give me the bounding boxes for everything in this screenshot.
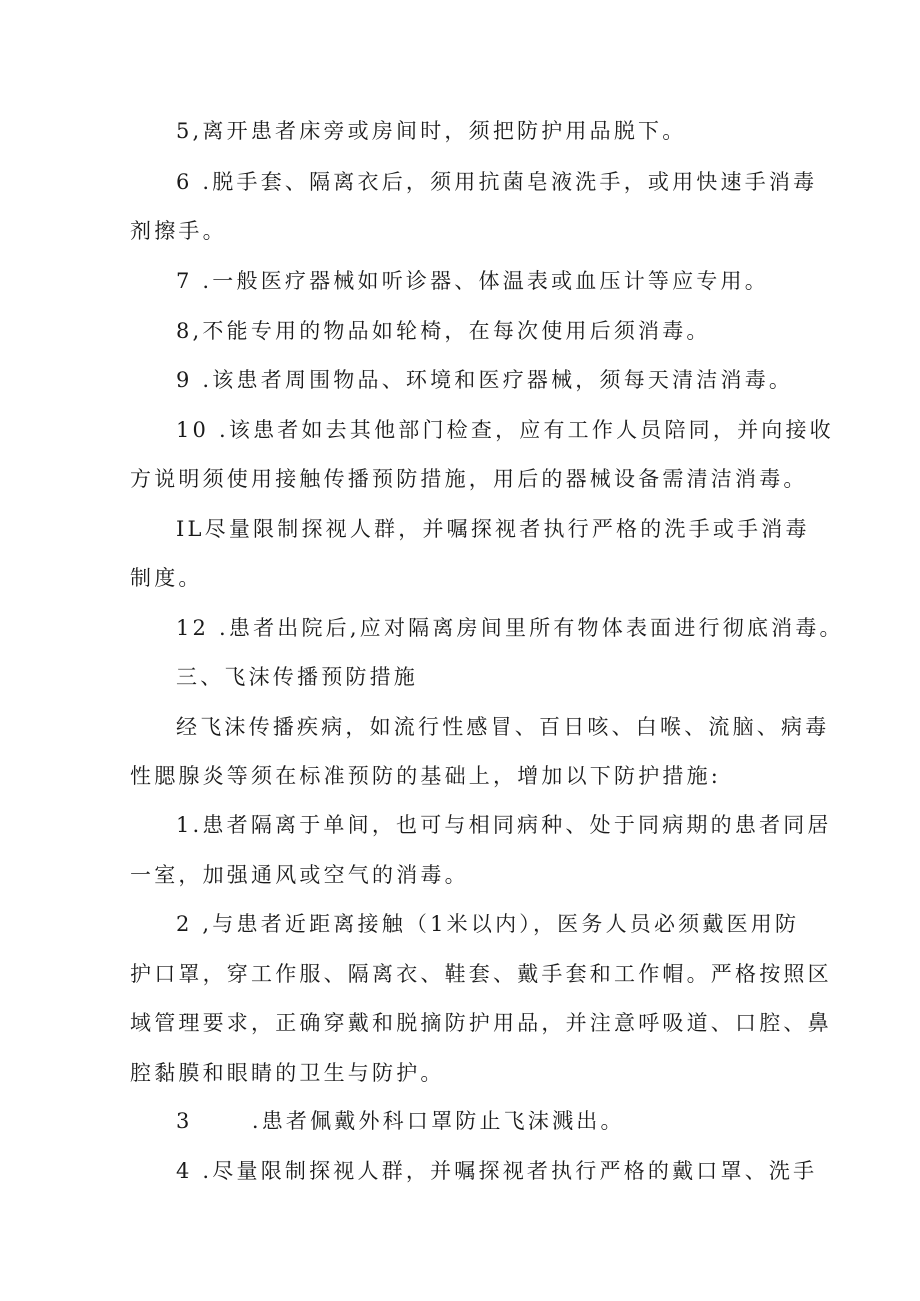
droplet-item-1-continued: 一室，加强通风或空气的消毒。	[130, 863, 469, 887]
list-item-11: IL尽量限制探视人群，并嘱探视者执行严格的洗手或手消毒	[176, 517, 810, 541]
droplet-item-2-line-4: 腔黏膜和眼睛的卫生与防护。	[130, 1061, 445, 1085]
droplet-item-1: 1.患者隔离于单间，也可与相同病种、处于同病期的患者同居	[176, 813, 832, 837]
droplet-item-4: 4 .尽量限制探视人群，并嘱探视者执行严格的戴口罩、洗手	[176, 1159, 818, 1183]
droplet-item-2-line-2: 护口罩，穿工作服、隔离衣、鞋套、戴手套和工作帽。严格按照区	[130, 962, 832, 986]
section-intro-continued: 性腮腺炎等须在标准预防的基础上，增加以下防护措施:	[130, 764, 722, 788]
list-item-6-continued: 剂擦手。	[130, 219, 227, 243]
droplet-item-3: 3 .患者佩戴外科口罩防止飞沫溅出。	[176, 1109, 625, 1133]
list-item-11-continued: 制度。	[130, 566, 203, 590]
list-item-12: 12 .患者出院后,应对隔离房间里所有物体表面进行彻底消毒。	[176, 616, 844, 640]
section-intro: 经飞沫传播疾病，如流行性感冒、百日咳、白喉、流脑、病毒	[176, 715, 830, 739]
list-item-10: 10 .该患者如去其他部门检查，应有工作人员陪同，并向接收	[176, 418, 834, 442]
droplet-item-2: 2 ,与患者近距离接触（1米以内），医务人员必须戴医用防	[176, 912, 800, 936]
list-item-7: 7 .一般医疗器械如听诊器、体温表或血压计等应专用。	[176, 269, 769, 293]
list-item-8: 8,不能专用的物品如轮椅，在每次使用后须消毒。	[176, 319, 711, 343]
droplet-item-2-line-3: 域管理要求，正确穿戴和脱摘防护用品，并注意呼吸道、口腔、鼻	[130, 1011, 832, 1035]
list-item-6: 6 .脱手套、隔离衣后，须用抗菌皂液洗手，或用快速手消毒	[176, 170, 818, 194]
section-heading: 三、飞沫传播预防措施	[176, 665, 418, 689]
list-item-5: 5,离开患者床旁或房间时，须把防护用品脱下。	[176, 119, 687, 143]
list-item-9: 9 .该患者周围物品、环境和医疗器械，须每天清洁消毒。	[176, 368, 794, 392]
list-item-10-continued: 方说明须使用接触传播预防措施，用后的器械设备需清洁消毒。	[130, 467, 808, 491]
